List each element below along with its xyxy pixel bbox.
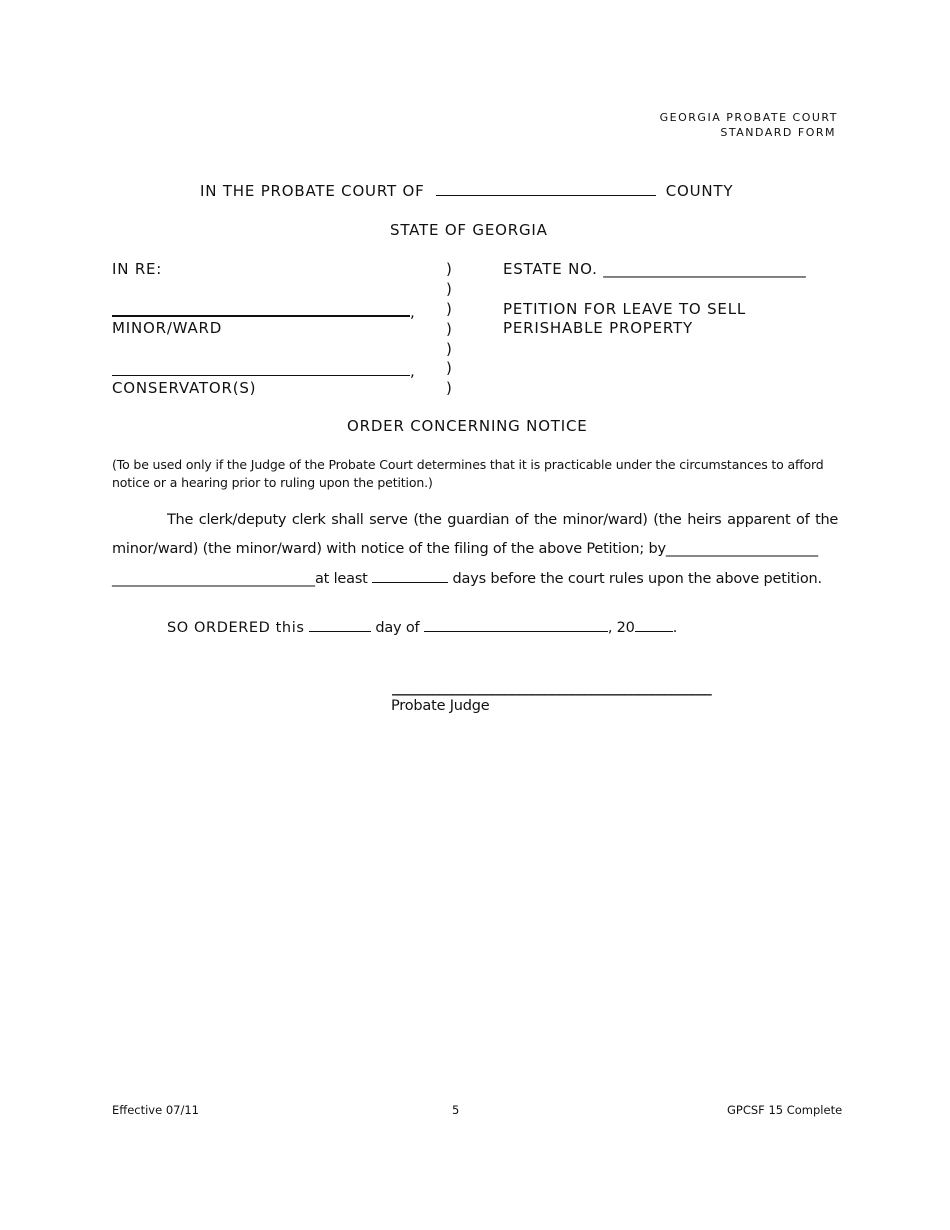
service-method-field-cont[interactable]: ____________________________ [112,571,315,587]
caption-paren: ) [446,340,452,358]
court-title-prefix: IN THE PROBATE COURT OF [200,182,425,200]
year-prefix-text: , 20 [607,620,635,636]
minor-ward-label: MINOR/WARD [112,319,223,337]
probate-judge-label: Probate Judge [391,698,490,714]
order-paragraph-line2 [112,541,818,557]
so-ordered-text: SO ORDERED this [167,620,305,636]
caption-paren: ) [446,260,452,278]
days-field[interactable] [372,582,448,583]
order-paragraph-line2-text: minor/ward) (the minor/ward) with notice of the filing of the above Petition; by [112,541,666,557]
court-title [200,182,733,200]
so-ordered-row [167,620,677,636]
order-heading: ORDER CONCERNING NOTICE [347,417,588,435]
estate-no-label: ESTATE NO. [503,260,598,278]
caption-paren: ) [446,379,452,397]
order-paragraph-line1: The clerk/deputy clerk shall serve (the guardian of the minor/ward) (the heirs apparent of the [167,512,838,528]
month-field[interactable] [424,631,608,632]
footer-form-id: GPCSF 15 Complete [727,1103,843,1117]
court-title-suffix: COUNTY [665,182,734,200]
minor-comma: , [410,303,416,321]
at-least-text: at least [315,571,368,587]
county-field[interactable] [436,195,656,196]
caption-paren: ) [446,359,452,377]
conservator-name-field[interactable] [112,375,410,376]
minor-name-field[interactable] [112,315,410,317]
state-title: STATE OF GEORGIA [390,221,548,239]
form-header-court: GEORGIA PROBATE COURT [659,111,838,124]
petition-title-line2: PERISHABLE PROPERTY [503,319,693,337]
conservator-label: CONSERVATOR(S) [112,379,257,397]
estate-no-field[interactable]: ___________________________ [603,260,806,278]
day-of-text: day of [375,620,420,636]
day-field[interactable] [309,631,371,632]
petition-title-line1: PETITION FOR LEAVE TO SELL [503,300,747,318]
footer-page-number: 5 [452,1103,460,1117]
signature-line[interactable]: ________________________________________________ [392,680,712,696]
caption-paren: ) [446,280,452,298]
usage-note: (To be used only if the Judge of the Probate Court determines that it is practicable under the circumstances to afford notice or a hearing prior to ruling upon the petition.) [112,457,824,490]
year-field[interactable] [635,631,673,632]
order-paragraph-line3 [112,571,822,587]
estate-no-row [503,260,806,278]
conservator-comma: , [410,362,416,380]
service-method-field[interactable]: _____________________ [665,541,819,557]
footer-effective-date: Effective 07/11 [112,1103,199,1117]
days-before-text: days before the court rules upon the above petition. [452,571,822,587]
period-text: . [672,620,678,636]
caption-paren: ) [446,320,452,338]
caption-paren: ) [446,300,452,318]
conservator-name-row [112,361,416,380]
form-header-standard: STANDARD FORM [720,126,836,139]
in-re-label: IN RE: [112,260,163,278]
